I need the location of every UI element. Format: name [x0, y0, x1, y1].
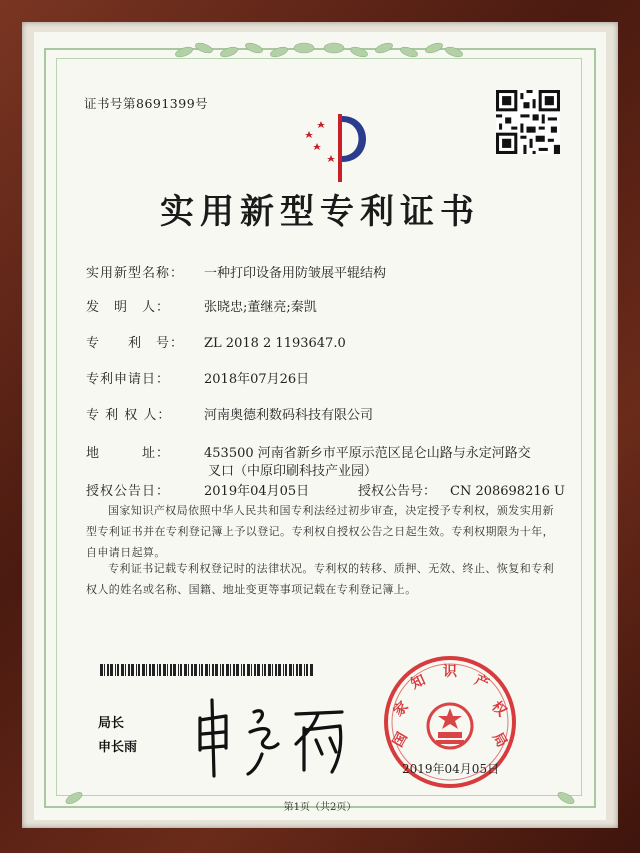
director-title: 局长: [98, 716, 125, 731]
inventor-value: 张晓忠;董继亮;秦凯: [204, 300, 317, 315]
page-number: 第1页（共2页）: [283, 802, 357, 813]
filing-date-label: 专利申请日：: [86, 372, 171, 387]
patent-holder-row: [86, 404, 373, 423]
seal-char-2: 家: [390, 698, 412, 720]
seal-char-3: 知: [408, 672, 429, 693]
filing-date-value: 2018年07月26日: [204, 372, 310, 387]
barcode: [100, 664, 314, 676]
grant-row: [86, 480, 565, 499]
name-value: 一种打印设备用防皱展平辊结构: [204, 266, 387, 281]
filing-date-row: [86, 368, 309, 387]
grant-date-label: 授权公告日：: [86, 484, 171, 499]
certificate-paper: [34, 32, 606, 820]
address-row: [86, 442, 531, 461]
director-name: 申长雨: [98, 740, 138, 755]
patent-number-row: [86, 332, 346, 351]
statement-paragraph-2: 专利证书记载专利权登记时的法律状况。专利权的转移、质押、无效、终止、恢复和专利权人的姓名或名称、国籍、地址变更等事项记载在专利登记簿上。: [86, 562, 554, 596]
name-label: 实用新型名称：: [86, 266, 185, 281]
qr-code: [496, 90, 560, 154]
address-line1: 453500 河南省新乡市平原示范区昆仑山路与永定河路交: [204, 446, 531, 461]
top-leaf-garland: [34, 36, 606, 66]
grant-date-value: 2019年04月05日: [204, 484, 310, 499]
certificate-number: 证书号第8691399号: [84, 96, 209, 111]
patent-number-label: 专 利 号：: [86, 336, 185, 351]
grant-number-value: CN 208698216 U: [450, 484, 565, 499]
statement-paragraph-1: 国家知识产权局依照中华人民共和国专利法经过初步审查，决定授予专利权，颁发实用新型专利证书并在专利登记簿上予以登记。专利权自授权公告之日起生效。专利权期限为十年，自申请日起算。: [86, 504, 554, 559]
inventor-label: 发 明 人：: [86, 300, 171, 315]
certificate-title: 实用新型专利证书: [160, 192, 480, 232]
utility-model-name-row: [86, 262, 386, 281]
grant-number-label: 授权公告号：: [358, 484, 437, 499]
seal-char-4: 识: [443, 664, 457, 680]
seal-char-6: 权: [488, 698, 510, 720]
address-label: 地 址：: [86, 446, 171, 461]
patent-office-logo: [302, 110, 382, 190]
address-line2: 叉口（中原印刷科技产业园）: [208, 464, 378, 479]
seal-char-5: 产: [471, 672, 492, 693]
seal-char-1: 国: [390, 729, 411, 751]
inventor-row: [86, 296, 317, 315]
seal-char-7: 局: [489, 729, 510, 751]
seal-date: 2019年04月05日: [402, 762, 500, 776]
holder-label: 专 利 权 人：: [86, 408, 172, 423]
holder-value: 河南奥德利数码科技有限公司: [204, 408, 374, 423]
director-signature: [192, 692, 362, 782]
patent-number-value: ZL 2018 2 1193647.0: [204, 336, 346, 351]
